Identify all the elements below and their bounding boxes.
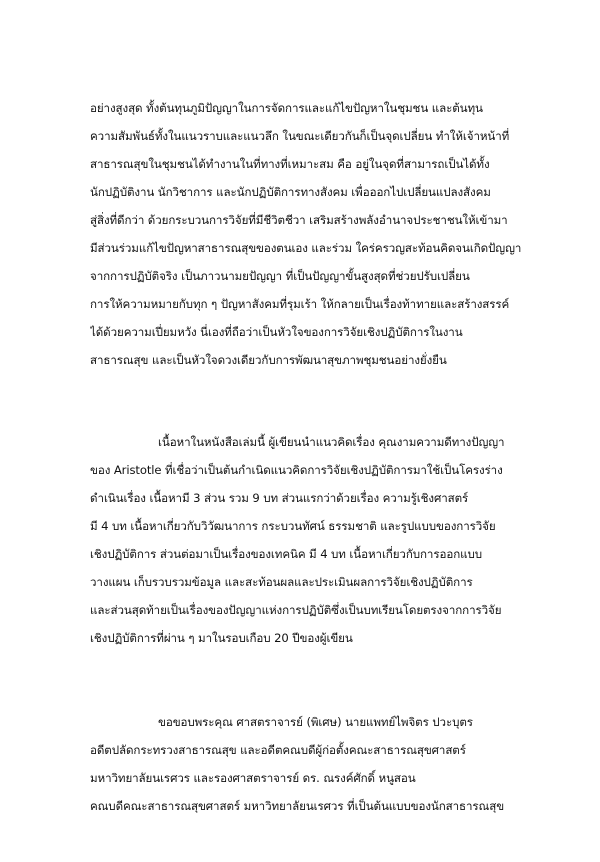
text-line: การให้ความหมายกับทุก ๆ ปัญหาสังคมที่รุมเร้า ให้กลายเป็นเรื่องท้าทายและสร้างสรรค์ [90, 297, 510, 311]
text-line: เชิงปฏิบัติการ ส่วนต่อมาเป็นเรื่องของเทคนิค มี 4 บท เนื้อหาเกี่ยวกับการออกแบบ [90, 547, 482, 561]
text-line: สู่สิ่งที่ดีกว่า ด้วยกระบวนการวิจัยที่มีชีวิตชีวา เสริมสร้างพลังอำนาจประชาชนให้เข้ามา [90, 213, 508, 227]
text-line: ความสัมพันธ์ทั้งในแนวราบและแนวลึก ในขณะเดียวกันก็เป็นจุดเปลี่ยน ทำให้เจ้าหน้าที่ [90, 129, 510, 143]
text-line: เชิงปฏิบัติการที่ผ่าน ๆ มาในรอบเกือบ 20 ปีของผู้เขียน [90, 631, 353, 645]
text-line: และส่วนสุดท้ายเป็นเรื่องของปัญญาแห่งการปฏิบัติซึ่งเป็นบทเรียนโดยตรงจากการวิจัย [90, 603, 502, 617]
text-line: ของ Aristotle ที่เชื่อว่าเป็นต้นกำเนิดแนวคิดการวิจัยเชิงปฏิบัติการมาใช้เป็นโครงร่าง [90, 463, 503, 477]
text-line: ดำเนินเรื่อง เนื้อหามี 3 ส่วน รวม 9 บท ส่วนแรกว่าด้วยเรื่อง ความรู้เชิงศาสตร์ [90, 491, 469, 505]
text-line: นักปฏิบัติงาน นักวิชาการ และนักปฏิบัติการทางสังคม เพื่อออกไปเปลี่ยนแปลงสังคม [90, 185, 491, 199]
text-line-first: ขอขอบพระคุณ ศาสตราจารย์ (พิเศษ) นายแพทย์ไพจิตร ปวะบุตร [158, 715, 473, 729]
text-line: มหาวิทยาลัยนเรศวร และรองศาสตราจารย์ ดร. ณรงค์ศักดิ์ หนูสอน [90, 771, 416, 785]
text-line: มี 4 บท เนื้อหาเกี่ยวกับวิวัฒนาการ กระบวนทัศน์ ธรรมชาติ และรูปแบบของการวิจัย [90, 519, 496, 533]
text-line-first: เนื้อหาในหนังสือเล่มนี้ ผู้เขียนนำแนวคิดเรื่อง คุณงามความดีทางปัญญา [158, 435, 505, 449]
text-line: อย่างสูงสุด ทั้งต้นทุนภูมิปัญญาในการจัดการและแก้ไขปัญหาในชุมชน และต้นทุน [90, 101, 483, 115]
text-line: คณบดีคณะสาธารณสุขศาสตร์ มหาวิทยาลัยนเรศวร ที่เป็นต้นแบบของนักสาธารณสุข [90, 799, 505, 813]
paragraph-2 [90, 428, 530, 652]
text-line: วางแผน เก็บรวบรวมข้อมูล และสะท้อนผลและประเมินผลการวิจัยเชิงปฏิบัติการ [90, 575, 473, 589]
text-line: สาธารณสุขในชุมชนได้ทำงานในที่ทางที่เหมาะสม คือ อยู่ในจุดที่สามารถเป็นได้ทั้ง [90, 157, 490, 171]
text-line: สาธารณสุข และเป็นหัวใจดวงเดียวกับการพัฒนาสุขภาพชุมชนอย่างยั่งยืน [90, 353, 447, 367]
text-line: จากการปฏิบัติจริง เป็นภาวนามยปัญญา ที่เป็นปัญญาขั้นสูงสุดที่ช่วยปรับเปลี่ยน [90, 269, 470, 283]
text-line: มีส่วนร่วมแก้ไขปัญหาสาธารณสุขของตนเอง และร่วม ใคร่ครวญสะท้อนคิดจนเกิดปัญญา [90, 241, 522, 255]
paragraph-3 [90, 708, 530, 820]
text-line: ได้ด้วยความเปี่ยมหวัง นี่เองที่ถือว่าเป็นหัวใจของการวิจัยเชิงปฏิบัติการในงาน [90, 325, 463, 339]
paragraph-1 [90, 94, 530, 374]
text-line: อดีตปลัดกระทรวงสาธารณสุข และอดีตคณบดีผู้ก่อตั้งคณะสาธารณสุขศาสตร์ [90, 743, 466, 757]
